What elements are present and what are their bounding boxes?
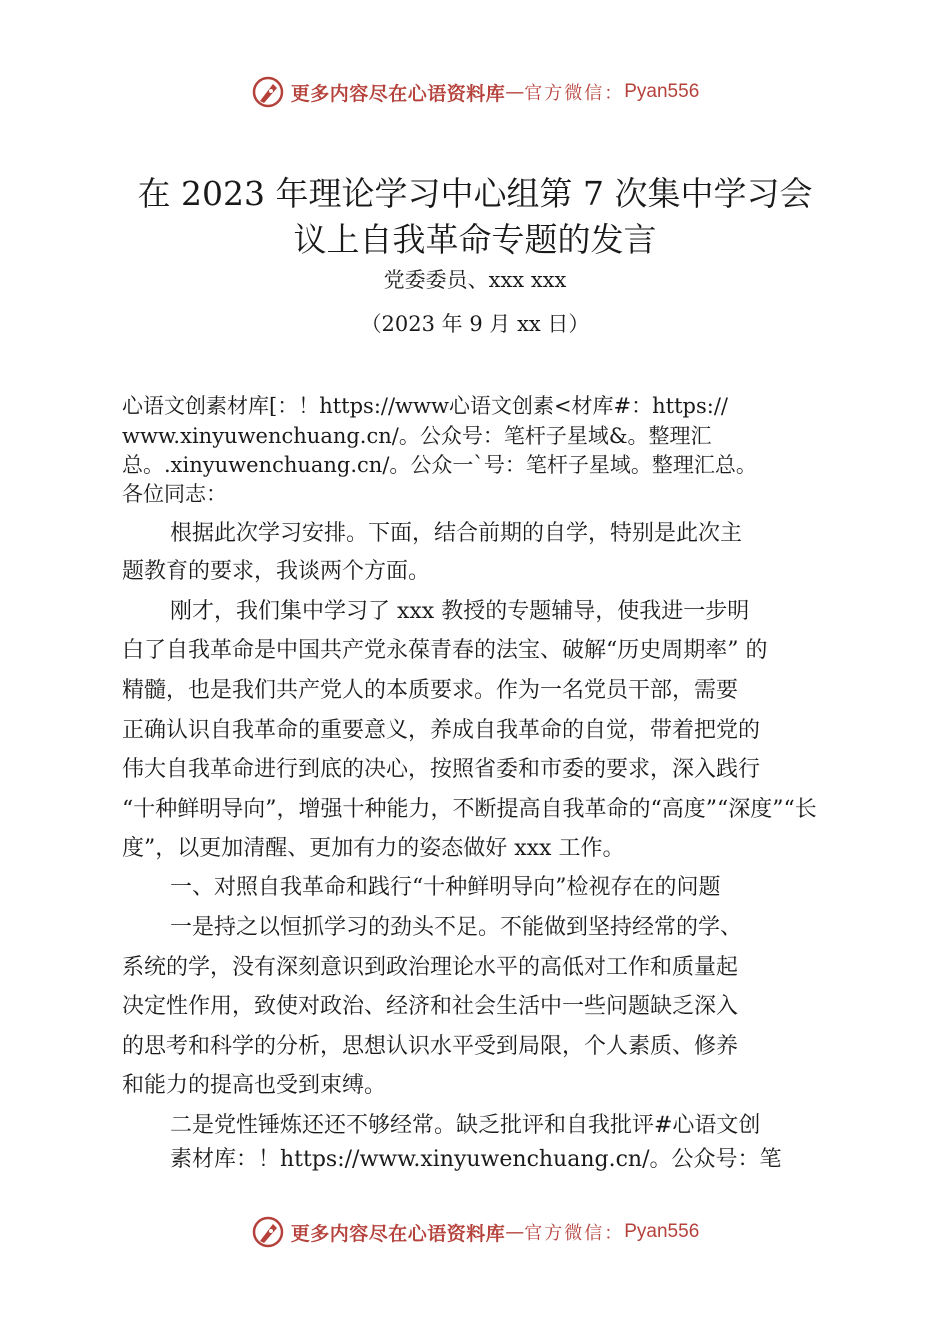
date-line: （2023 年 9 月 xx 日） xyxy=(360,312,590,336)
pen-nib-logo xyxy=(251,75,285,109)
greeting: 各位同志： xyxy=(122,482,227,506)
body-line: 根据此次学习安排。下面，结合前期的自学，特别是此次主 xyxy=(170,521,743,546)
body-line: 一是持之以恒抓学习的劲头不足。不能做到坚持经常的学、 xyxy=(170,915,743,940)
body-line: 白了自我革命是中国共产党永葆青春的法宝、破解“历史周期率” 的 xyxy=(122,638,768,663)
banner-dash: — xyxy=(505,1221,525,1243)
author-line: 党委委员、xxx xxx xyxy=(383,268,567,292)
banner-dash: — xyxy=(505,81,525,103)
watermark-text-line-1: 心语文创素材库[：！https://www心语文创素<材库#：https:// xyxy=(122,394,729,418)
banner-wechat-id: Pyan556 xyxy=(624,81,700,102)
watermark-text-line-2: www.xinyuwenchuang.cn/。公众号：笔杆子星域&。整理汇 xyxy=(122,424,712,448)
body-line: 精髓，也是我们共产党人的本质要求。作为一名党员干部，需要 xyxy=(122,678,739,703)
body-line: 伟大自我革命进行到底的决心，按照省委和市委的要求，深入践行 xyxy=(122,757,761,782)
body-line: 决定性作用，致使对政治、经济和社会生活中一些问题缺乏深入 xyxy=(122,994,739,1019)
pen-nib-logo xyxy=(251,1215,285,1249)
body-line: 素材库：！https://www.xinyuwenchuang.cn/。公众号：笔 xyxy=(170,1147,782,1172)
document-title-line-2: 议上自我革命专题的发言 xyxy=(293,220,657,259)
body-line: 和能力的提高也受到束缚。 xyxy=(122,1073,387,1098)
body-line: “十种鲜明导向”，增强十种能力，不断提高自我革命的“高度”“深度”“长 xyxy=(122,797,817,822)
banner-wechat-id: Pyan556 xyxy=(624,1221,700,1242)
banner-slogan: 更多内容尽在心语资料库 xyxy=(290,1222,506,1245)
document-title-line-1: 在 2023 年理论学习中心组第 7 次集中学习会 xyxy=(137,174,813,213)
body-line: 系统的学，没有深刻意识到政治理论水平的高低对工作和质量起 xyxy=(122,955,739,980)
body-line: 度”，以更加清醒、更加有力的姿态做好 xxx 工作。 xyxy=(122,836,625,861)
banner-slogan: 更多内容尽在心语资料库 xyxy=(290,82,506,105)
watermark-text-line-3: 总。.xinyuwenchuang.cn/。公众一`号：笔杆子星域。整理汇总。 xyxy=(122,453,757,477)
banner-wechat-label: 官方微信： xyxy=(524,1223,625,1244)
banner-wechat-label: 官方微信： xyxy=(524,83,625,104)
section-heading: 一、对照自我革命和践行“十种鲜明导向”检视存在的问题 xyxy=(170,875,721,900)
footer-watermark-banner xyxy=(0,1212,950,1252)
body-line: 题教育的要求，我谈两个方面。 xyxy=(122,559,431,584)
body-line: 刚才，我们集中学习了 xxx 教授的专题辅导，使我进一步明 xyxy=(170,599,750,624)
body-line: 的思考和科学的分析，思想认识水平受到局限，个人素质、修养 xyxy=(122,1034,739,1059)
body-line: 二是党性锤炼还还不够经常。缺乏批评和自我批评#心语文创 xyxy=(170,1113,761,1138)
header-watermark-banner xyxy=(0,72,950,112)
body-line: 正确认识自我革命的重要意义，养成自我革命的自觉，带着把党的 xyxy=(122,718,761,743)
